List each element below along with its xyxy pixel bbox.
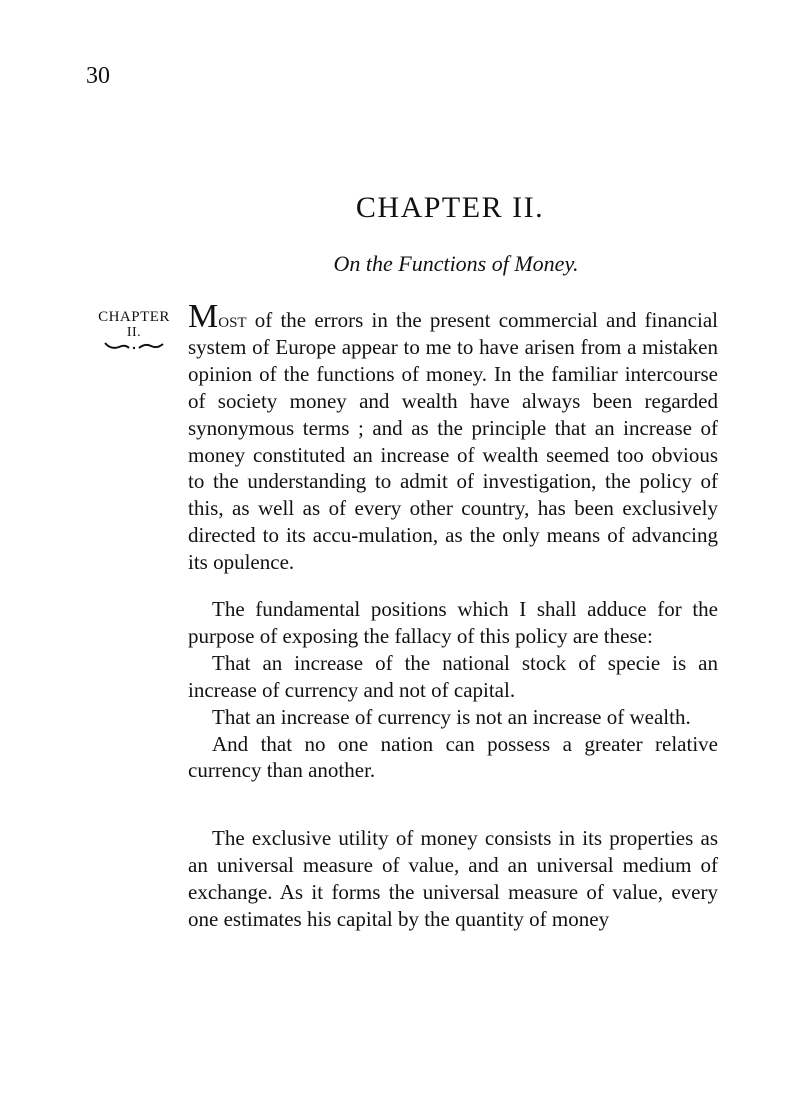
chapter-subtitle: On the Functions of Money. <box>333 251 579 276</box>
closing-paragraph-text: The exclusive utility of money consists in its properties as an universal measure of value, and an universal medium of exchange. As it forms the universal measure of value, every one estimates his capital by the quantity of money <box>188 826 718 931</box>
margin-note <box>84 308 184 352</box>
margin-note-roman: II. <box>126 325 142 340</box>
opening-paragraph-body: of the errors in the present commercial and financial system of Europe appear to me to have arisen from a mistaken opinion of the functions of money. In the familiar intercourse of society money and wealth have always been regarded synonymous terms ; and as the principle that an increase of money constituted an increase of wealth seemed too obvious to the understanding to admit of investigation, the policy of this, as well as of every other country, has been exclusively directed to its accu-mulation, as the only means of advancing its opulence. <box>188 308 718 575</box>
opening-paragraph <box>188 298 718 576</box>
position-item: That an increase of currency is not an increase of wealth. <box>212 704 691 729</box>
drop-cap: M <box>188 298 219 335</box>
positions-intro: The fundamental positions which I shall adduce for the purpose of exposing the fallacy of this policy are these: <box>188 597 718 648</box>
opening-paragraph-text <box>188 298 718 576</box>
chapter-title: CHAPTER II. <box>355 191 545 224</box>
small-caps-word: ost <box>218 308 247 332</box>
position-item: And that no one nation can possess a greater relative currency than another. <box>188 731 718 783</box>
margin-note-label: CHAPTER <box>98 309 170 325</box>
positions-section <box>188 596 718 784</box>
closing-paragraph <box>188 825 718 933</box>
position-item: That an increase of the national stock of specie is an increase of currency and not of capital. <box>188 650 718 702</box>
page-number: 30 <box>86 63 110 89</box>
